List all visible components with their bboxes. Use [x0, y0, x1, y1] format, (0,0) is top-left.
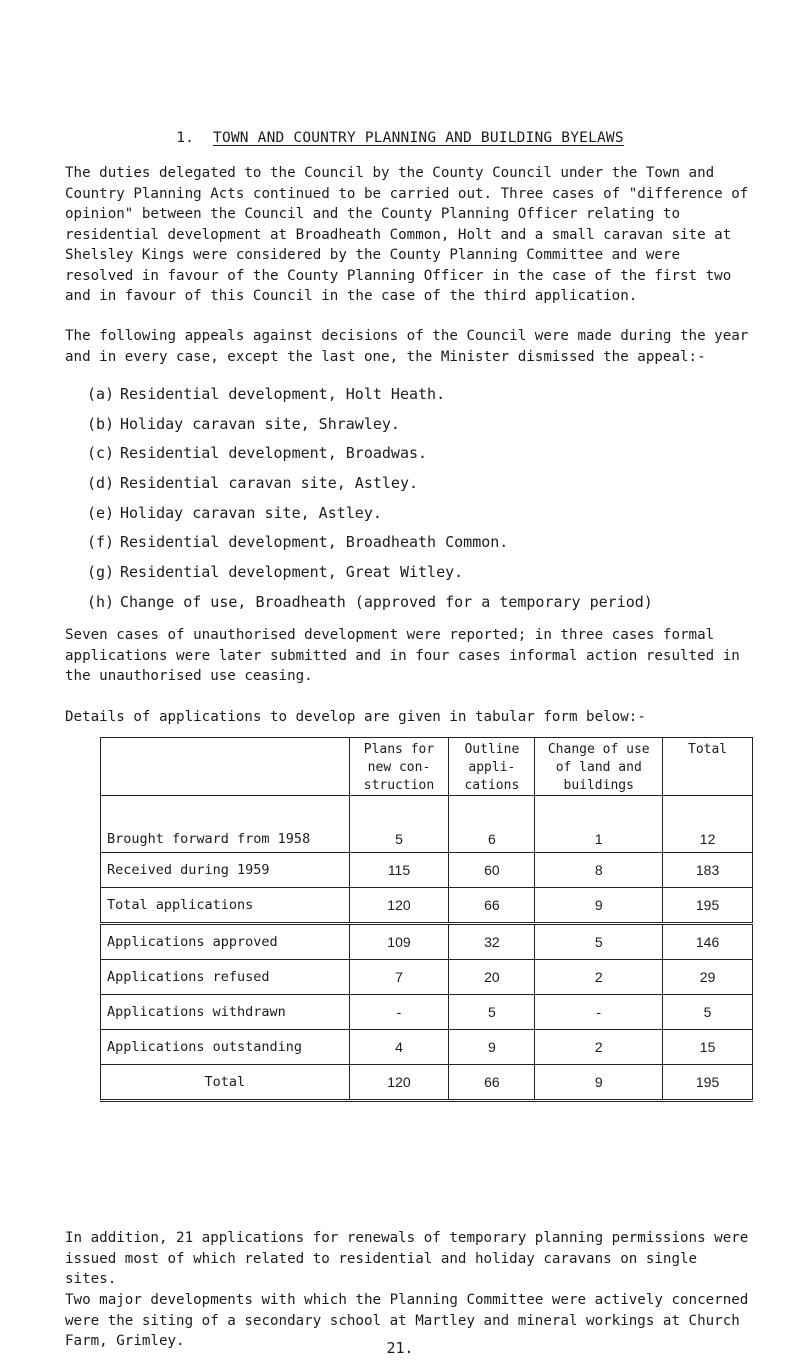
- table-cell: 195: [663, 1065, 753, 1101]
- appeal-item: [87, 414, 653, 444]
- table-header-cell: Plans for new con- struction: [349, 738, 449, 796]
- table-header-cell: Total: [663, 738, 753, 796]
- appeal-item: [87, 384, 653, 414]
- table-header-cell: Outline appli- cations: [449, 738, 535, 796]
- renewals-paragraph: In addition, 21 applications for renewals of temporary planning permissions were issued most of which related to residential and holiday caravans on single sites.: [65, 1230, 749, 1287]
- section-number: 1.: [176, 130, 195, 146]
- appeal-text: Residential development, Great Witley.: [120, 563, 464, 582]
- table-cell: 1: [535, 796, 663, 853]
- table-row: [101, 853, 753, 888]
- table-cell: 5: [449, 995, 535, 1030]
- appeal-label: (f): [87, 533, 115, 552]
- table-cell: 12: [663, 796, 753, 853]
- appeal-text: Residential caravan site, Astley.: [120, 474, 419, 493]
- row-label: Applications approved: [101, 924, 350, 960]
- table-cell: 5: [349, 796, 449, 853]
- table-cell: 29: [663, 960, 753, 995]
- table-cell: -: [535, 995, 663, 1030]
- table-header-cell: [101, 738, 350, 796]
- appeal-text: Residential development, Broadwas.: [120, 444, 428, 463]
- table-cell: 9: [535, 888, 663, 924]
- details-intro-paragraph: Details of applications to develop are given in tabular form below:-: [65, 709, 646, 725]
- row-label: Received during 1959: [101, 853, 350, 888]
- applications-table: [100, 737, 753, 1102]
- table-header-cell: Change of use of land and buildings: [535, 738, 663, 796]
- table-cell: 5: [535, 924, 663, 960]
- table-cell: 32: [449, 924, 535, 960]
- section-heading: [0, 128, 800, 149]
- appeal-label: (c): [87, 444, 115, 463]
- table-cell: 120: [349, 888, 449, 924]
- appeal-item: [87, 562, 653, 592]
- table-cell: 15: [663, 1030, 753, 1065]
- row-label: Total: [101, 1065, 350, 1101]
- table-cell: 4: [349, 1030, 449, 1065]
- table-cell: 109: [349, 924, 449, 960]
- appeal-item: [87, 592, 653, 622]
- table-row: [101, 995, 753, 1030]
- table-cell: 9: [449, 1030, 535, 1065]
- appeal-label: (d): [87, 474, 115, 493]
- unauthorised-paragraph: Seven cases of unauthorised development were reported; in three cases formal applications were later submitted and in four cases informal action resulted in the unauthorised use ceasing.: [65, 627, 740, 684]
- table-row: [101, 960, 753, 995]
- appeal-label: (b): [87, 414, 115, 433]
- appeal-text: Change of use, Broadheath (approved for a temporary period): [120, 592, 653, 611]
- appeals-list: [87, 384, 653, 622]
- row-label: Applications refused: [101, 960, 350, 995]
- table-cell: 66: [449, 1065, 535, 1101]
- page-number: 21.: [386, 1339, 414, 1357]
- table-cell: 120: [349, 1065, 449, 1101]
- appeal-text: Residential development, Broadheath Common.: [120, 533, 509, 552]
- row-label: Applications withdrawn: [101, 995, 350, 1030]
- table-header-row: [101, 738, 753, 796]
- appeal-label: (a): [87, 385, 115, 403]
- table-cell: 5: [663, 995, 753, 1030]
- appeal-label: (h): [87, 592, 115, 611]
- row-label: Applications outstanding: [101, 1030, 350, 1065]
- appeal-text: Residential development, Holt Heath.: [120, 385, 446, 403]
- table-cell: 115: [349, 853, 449, 888]
- table-total-row: [101, 1065, 753, 1101]
- row-label: Total applications: [101, 888, 350, 924]
- row-label: Brought forward from 1958: [101, 796, 350, 853]
- appeals-intro-paragraph: The following appeals against decisions of the Council were made during the year and in every case, except the last one, the Minister dismissed the appeal:-: [65, 328, 749, 365]
- table-row: [101, 1030, 753, 1065]
- table-cell: 7: [349, 960, 449, 995]
- table-cell: 60: [449, 853, 535, 888]
- appeal-text: Holiday caravan site, Shrawley.: [120, 414, 400, 433]
- section-title: TOWN AND COUNTRY PLANNING AND BUILDING BYELAWS: [213, 130, 624, 146]
- appeal-item: [87, 503, 653, 533]
- table-cell: 195: [663, 888, 753, 924]
- appeal-label: (g): [87, 563, 115, 582]
- table-cell: 20: [449, 960, 535, 995]
- table-row: [101, 796, 753, 853]
- table-cell: 8: [535, 853, 663, 888]
- table-row: [101, 888, 753, 924]
- table-cell: 146: [663, 924, 753, 960]
- table-cell: 6: [449, 796, 535, 853]
- appeal-item: [87, 473, 653, 503]
- table-cell: 183: [663, 853, 753, 888]
- table-cell: -: [349, 995, 449, 1030]
- major-developments-paragraph: Two major developments with which the Planning Committee were actively concerned were the siting of a secondary school at Martley and mineral workings at Church Farm, Grimley.: [65, 1292, 749, 1349]
- appeal-text: Holiday caravan site, Astley.: [120, 503, 382, 522]
- table-cell: 66: [449, 888, 535, 924]
- intro-paragraph: The duties delegated to the Council by the County Council under the Town and Country Planning Acts continued to be carried out. Three cases of "difference of opinion" between the Council and the County Planning Officer relating to residential development at Broadheath Common, Holt and a small caravan site at Shelsley Kings were considered by the County Planning Committee and were resolved in favour of the County Planning Officer in the case of the first two and in favour of this Council in the case of the third application.: [65, 165, 749, 304]
- appeal-item: [87, 532, 653, 562]
- appeal-label: (e): [87, 503, 115, 522]
- table-cell: 2: [535, 1030, 663, 1065]
- table-cell: 9: [535, 1065, 663, 1101]
- table-row: [101, 924, 753, 960]
- appeal-item: [87, 443, 653, 473]
- table-cell: 2: [535, 960, 663, 995]
